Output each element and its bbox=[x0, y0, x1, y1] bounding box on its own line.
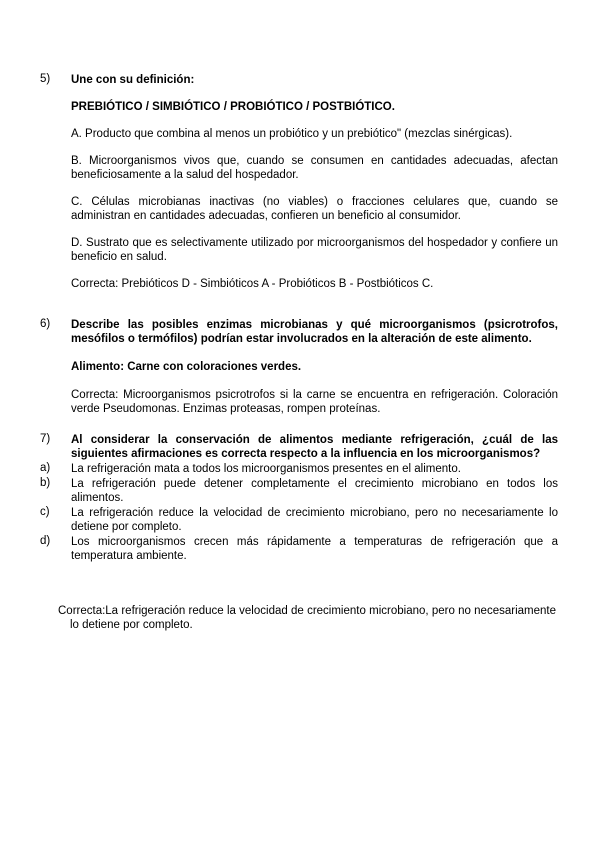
question-6-food: Alimento: Carne con coloraciones verdes. bbox=[71, 361, 302, 373]
definition-a: A. Producto que combina al menos un probiótico y un prebiótico" (mezclas sinérgicas). bbox=[71, 128, 513, 140]
option-a-text: La refrigeración mata a todos los microorganismos presentes en el alimento. bbox=[71, 463, 461, 475]
definition-c: C. Células microbianas inactivas (no viables) o fracciones celulares que, cuando se administran en cantidades adecuadas, confieren un beneficio al consumidor. bbox=[71, 196, 558, 222]
question-7-answer-block bbox=[58, 604, 556, 632]
option-c-letter: c) bbox=[40, 506, 50, 518]
option-a bbox=[40, 462, 558, 476]
question-6-text: Describe las posibles enzimas microbianas y qué microorganismos (psicrotrofos, mesófilos o termófilos) podrían estar involucrados en la alteración de este alimento. bbox=[71, 319, 558, 345]
option-b-letter: b) bbox=[40, 477, 51, 489]
definition-d: D. Sustrato que es selectivamente utilizado por microorganismos del hospedador y confiere un beneficio en salud. bbox=[71, 237, 558, 263]
option-d-letter: d) bbox=[40, 535, 51, 547]
question-7 bbox=[40, 433, 558, 563]
question-5-title: Une con su definición: bbox=[71, 74, 195, 86]
question-6 bbox=[40, 318, 558, 416]
option-b-text: La refrigeración puede detener completamente el crecimiento microbiano en todos los alimentos. bbox=[71, 478, 558, 504]
option-d bbox=[40, 535, 558, 563]
option-a-letter: a) bbox=[40, 462, 51, 474]
option-c bbox=[40, 506, 558, 534]
question-5 bbox=[40, 73, 558, 291]
question-7-answer: Correcta:La refrigeración reduce la velocidad de crecimiento microbiano, pero no necesariamente lo detiene por completo. bbox=[58, 605, 556, 631]
option-d-text: Los microorganismos crecen más rápidamente a temperaturas de refrigeración que a temperatura ambiente. bbox=[71, 536, 558, 562]
question-5-answer: Correcta: Prebióticos D - Simbióticos A - Probióticos B - Postbióticos C. bbox=[71, 278, 434, 290]
question-6-number: 6) bbox=[40, 318, 51, 330]
question-5-terms: PREBIÓTICO / SIMBIÓTICO / PROBIÓTICO / POSTBIÓTICO. bbox=[71, 101, 395, 113]
question-5-number: 5) bbox=[40, 73, 51, 85]
question-7-number: 7) bbox=[40, 433, 51, 445]
definition-b: B. Microorganismos vivos que, cuando se consumen en cantidades adecuadas, afectan beneficiosamente a la salud del hospedador. bbox=[71, 155, 558, 181]
question-6-answer: Correcta: Microorganismos psicrotrofos si la carne se encuentra en refrigeración. Coloración verde Pseudomonas. Enzimas proteasas, rompen proteínas. bbox=[71, 389, 558, 415]
option-b bbox=[40, 477, 558, 505]
question-7-text: Al considerar la conservación de alimentos mediante refrigeración, ¿cuál de las siguientes afirmaciones es correcta respecto a la influencia en los microorganismos? bbox=[71, 434, 558, 460]
option-c-text: La refrigeración reduce la velocidad de crecimiento microbiano, pero no necesariamente lo detiene por completo. bbox=[71, 507, 558, 533]
